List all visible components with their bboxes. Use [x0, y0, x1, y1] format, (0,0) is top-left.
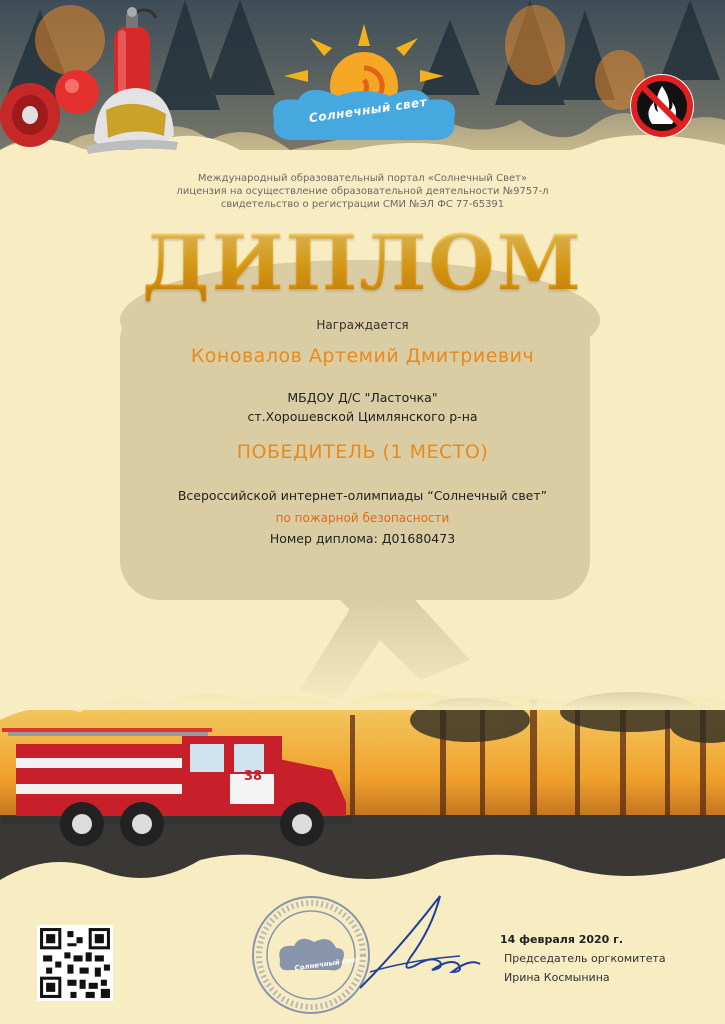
issue-date: 14 февраля 2020 г.: [500, 933, 624, 946]
olympiad-name: Всероссийской интернет-олимпиады “Солнечный свет”: [177, 488, 548, 503]
signature-icon: [340, 888, 490, 998]
signer-name: Ирина Космынина: [504, 971, 610, 984]
portal-info: [0, 172, 725, 211]
diploma-title: ДИПЛОМ: [0, 218, 725, 307]
qr-code-icon: [37, 925, 113, 1001]
fire-truck-icon: [2, 718, 358, 854]
stamp-text: Солнечный свет: [294, 955, 360, 973]
portal-name: Международный образовательный портал «Солнечный Свет»: [197, 173, 528, 184]
no-fire-sign-icon: [628, 72, 696, 140]
organization-line-1: МБДОУ Д/С "Ласточка": [287, 390, 438, 405]
olympiad-subject: по пожарной безопасности: [275, 511, 450, 525]
organization-line-2: ст.Хорошевской Цимлянского р-на: [247, 409, 478, 424]
logo-text: Солнечный свет: [308, 94, 428, 126]
firefighter-helmet-icon: [86, 80, 178, 160]
sun-logo-icon: [268, 24, 460, 148]
portal-registration: свидетельство о регистрации СМИ №ЭЛ ФС 77-65391: [220, 199, 505, 210]
awarded-label: Награждается: [316, 318, 409, 332]
portal-license: лицензия на осуществление образовательной деятельности №9757-л: [176, 186, 549, 197]
recipient-name: Коновалов Артемий Дмитриевич: [190, 345, 535, 367]
truck-number: 38: [243, 769, 263, 784]
signer-role: Председатель оргкомитета: [504, 952, 666, 965]
diploma-number: Номер диплома: Д01680473: [269, 531, 456, 546]
place-award: ПОБЕДИТЕЛЬ (1 МЕСТО): [236, 441, 489, 463]
